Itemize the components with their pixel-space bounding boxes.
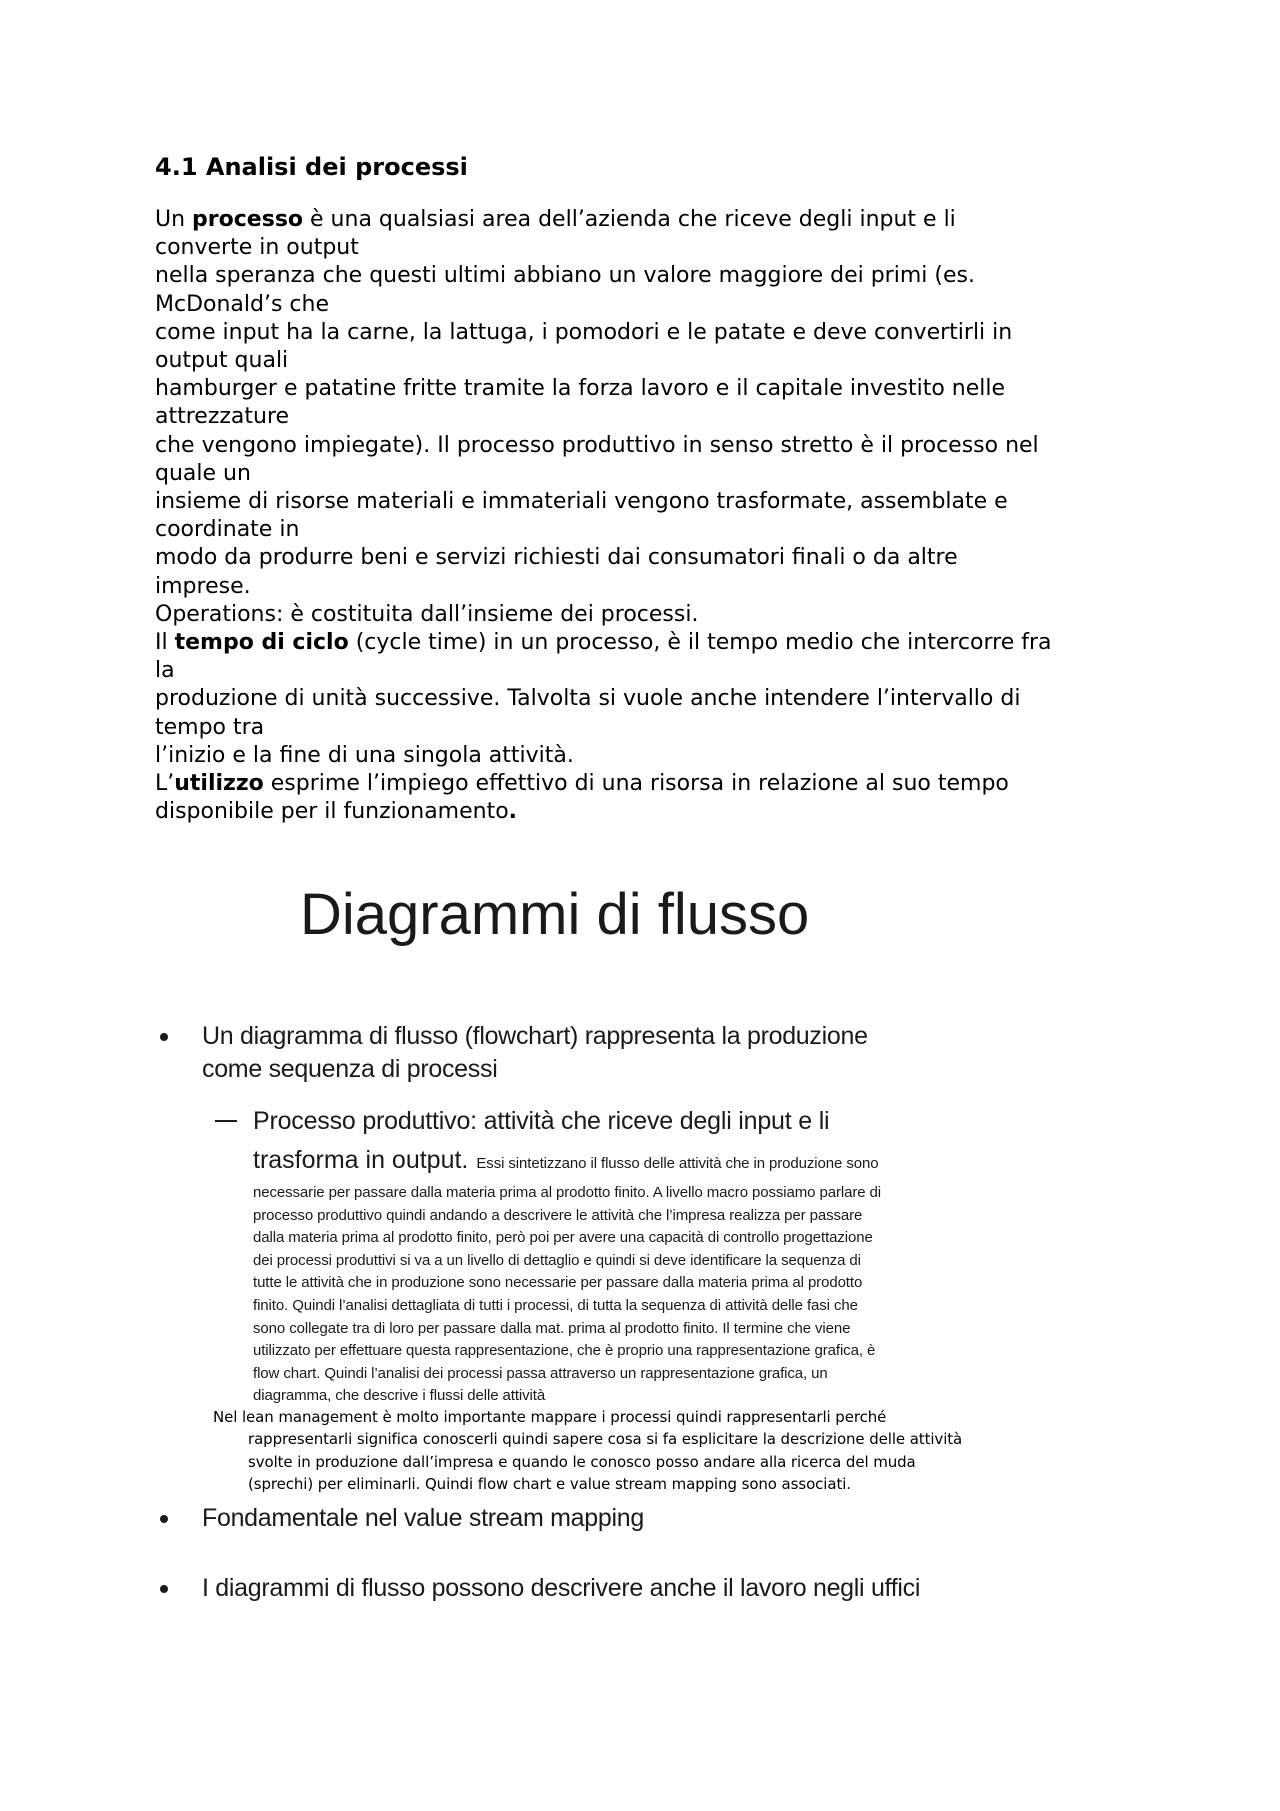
text-run: insieme di risorse materiali e immateriali vengono trasformate, assemblate e xyxy=(155,489,1008,515)
text-run: modo da produrre beni e servizi richiesti dai consumatori finali o da altre xyxy=(155,545,958,571)
text-line xyxy=(155,319,1145,347)
text-line xyxy=(155,460,1145,488)
text-run: produzione di unità successive. Talvolta si vuole anche intendere l’intervallo di xyxy=(155,686,1021,712)
subbullet-body-line: processo produttivo quindi andando a descrivere le attività che l’impresa realizza per passare xyxy=(253,1206,863,1224)
text-line xyxy=(155,347,1145,375)
subbullet-body-line: tutte le attività che in produzione sono necessarie per passare dalla materia prima al prodotto xyxy=(253,1274,863,1292)
subbullet-heading-1: Processo produttivo: attività che riceve degli input e li xyxy=(253,1107,830,1135)
text-run: McDonald’s che xyxy=(155,291,330,317)
text-run: Il xyxy=(155,630,175,656)
text-run: L’ xyxy=(155,771,175,797)
text-line xyxy=(155,432,1145,460)
slide-title: Diagrammi di flusso xyxy=(300,882,810,947)
subbullet-body-line: dalla materia prima al prodotto finito, però poi per avere una capacità di controllo progettazione xyxy=(253,1229,873,1247)
text-run: esprime l’impiego effettivo di una risorsa in relazione al suo tempo xyxy=(263,771,1009,797)
lean-paragraph-first: Nel lean management è molto importante mappare i processi quindi rappresentarli perché xyxy=(213,1408,887,1426)
subbullet-body-line: necessarie per passare dalla materia prima al prodotto finito. A livello macro possiamo parlare di xyxy=(253,1184,882,1201)
text-run: coordinate in xyxy=(155,517,300,543)
bold-term: utilizzo xyxy=(174,771,264,797)
text-line xyxy=(155,206,1145,234)
text-line xyxy=(155,629,1145,657)
subbullet-body-line: sono collegate tra di loro per passare dalla mat. prima al prodotto finito. Il termine che viene xyxy=(253,1319,851,1337)
text-line xyxy=(155,714,1145,742)
slide-bullet-1-line-1: Un diagramma di flusso (flowchart) rappresenta la produzione xyxy=(202,1022,868,1050)
text-run: disponibile per il funzionamento xyxy=(155,799,509,825)
lean-body-line: svolte in produzione dall’impresa e quando le conosco posso andare alla ricerca del muda xyxy=(248,1452,916,1471)
text-line xyxy=(155,291,1145,319)
text-section xyxy=(155,150,1145,826)
text-line xyxy=(155,262,1145,290)
text-run: la xyxy=(155,658,175,684)
text-run: quale un xyxy=(155,460,251,486)
text-line xyxy=(155,516,1145,544)
bold-term: . xyxy=(508,799,518,825)
subbullet-body-line: dei processi produttivi si va a un livello di dettaglio e quindi si deve identificare la sequenza di xyxy=(253,1251,861,1269)
lean-body-line: (sprechi) per eliminarli. Quindi flow chart e value stream mapping sono associati. xyxy=(248,1475,851,1494)
bold-term: tempo di ciclo xyxy=(174,630,349,656)
text-run: (cycle time) in un processo, è il tempo medio che intercorre fra xyxy=(348,630,1052,656)
text-line xyxy=(155,601,1145,629)
subbullet-body-line: finito. Quindi l’analisi dettagliata di tutti i processi, di tutta la sequenza di attività delle fasi che xyxy=(253,1296,858,1314)
bullet-dot-icon xyxy=(160,1515,168,1523)
text-line xyxy=(155,544,1145,572)
text-run: converte in output xyxy=(155,235,359,261)
slide-bullet-2-text: Fondamentale nel value stream mapping xyxy=(202,1504,644,1532)
text-run: è una qualsiasi area dell’azienda che riceve degli input e li xyxy=(303,207,956,232)
subbullet-body xyxy=(253,1182,881,1408)
text-run: nella speranza che questi ultimi abbiano un valore maggiore dei primi (es. xyxy=(155,263,975,289)
lean-body-line: rappresentarli significa conoscerli quindi sapere cosa si fa esplicitare la descrizione delle attività xyxy=(248,1430,963,1448)
dash-icon xyxy=(215,1120,237,1122)
subbullet-body-line: flow chart. Quindi l’analisi dei processi passa attraverso un rappresentazione grafica, un xyxy=(253,1364,828,1382)
text-run: l’inizio e la fine di una singola attività. xyxy=(155,742,574,768)
bullet-dot-icon xyxy=(160,1585,168,1593)
text-run: tempo tra xyxy=(155,714,265,740)
text-line xyxy=(155,375,1145,403)
text-line xyxy=(155,685,1145,713)
text-run: hamburger e patatine fritte tramite la forza lavoro e il capitale investito nelle xyxy=(155,376,1006,402)
text-line xyxy=(155,488,1145,516)
subbullet-body-line: utilizzato per effettuare questa rappresentazione, che è proprio una rappresentazione grafica, è xyxy=(253,1342,876,1360)
subbullet-lead-text: Essi sintetizzano il flusso delle attività che in produzione sono xyxy=(476,1155,879,1172)
bullet-dot-icon xyxy=(160,1033,168,1041)
text-run: come input ha la carne, la lattuga, i pomodori e le patate e deve convertirli in xyxy=(155,319,1013,345)
bold-term: processo xyxy=(192,207,304,232)
subbullet-heading-2-text: trasforma in output. xyxy=(253,1146,469,1174)
text-run: attrezzature xyxy=(155,404,290,430)
text-run: Operations: è costituita dall’insieme dei processi. xyxy=(155,601,699,627)
slide-bullet-3-text: I diagrammi di flusso possono descrivere anche il lavoro negli uffici xyxy=(202,1574,921,1602)
text-run: imprese. xyxy=(155,573,251,599)
text-line xyxy=(155,742,1145,770)
section-body xyxy=(155,206,1145,826)
text-line xyxy=(155,798,1145,826)
lean-paragraph-body xyxy=(248,1428,962,1496)
text-run: che vengono impiegate). Il processo produttivo in senso stretto è il processo nel xyxy=(155,432,1039,458)
text-line xyxy=(155,770,1145,798)
text-line xyxy=(155,657,1145,685)
text-line xyxy=(155,234,1145,262)
section-heading: 4.1 Analisi dei processi xyxy=(155,153,468,181)
text-line xyxy=(155,573,1145,601)
slide-bullet-1-line-2: come sequenza di processi xyxy=(202,1055,498,1083)
text-line xyxy=(155,403,1145,431)
embedded-slide xyxy=(150,870,1030,1610)
subbullet-body-line: diagramma, che descrive i flussi delle attività xyxy=(253,1387,546,1405)
subbullet-heading-2 xyxy=(253,1142,878,1178)
text-run: Un xyxy=(155,207,193,232)
text-run: output quali xyxy=(155,348,289,374)
